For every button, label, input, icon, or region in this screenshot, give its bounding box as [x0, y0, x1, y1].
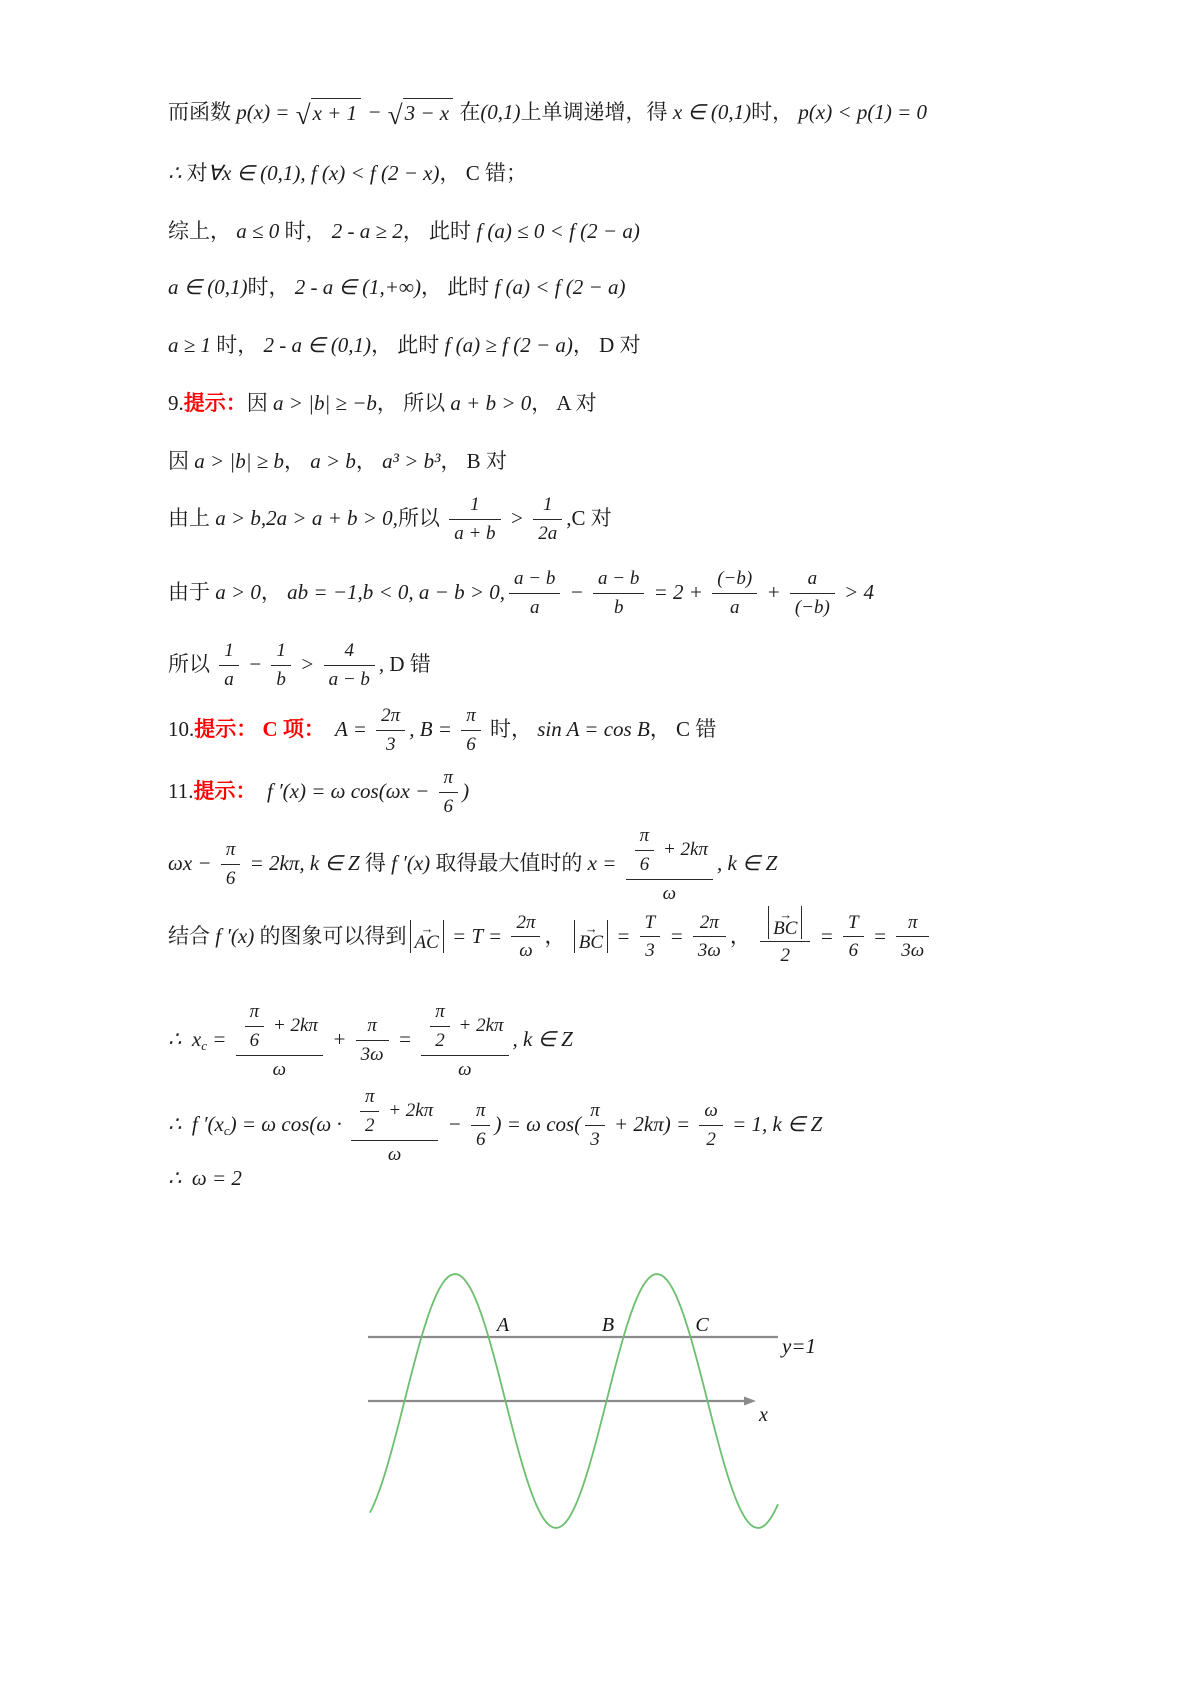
math-run: ∴ f ′(x: [168, 1111, 224, 1136]
fraction-denominator: [271, 666, 291, 692]
fraction: [760, 905, 810, 968]
solution-line-8: [168, 492, 612, 546]
math-run: b: [613, 596, 624, 618]
fraction: [324, 638, 375, 692]
math-run: a > |b| ≥ −b: [273, 391, 377, 415]
fraction: [376, 703, 405, 757]
fraction: [360, 1084, 380, 1138]
text-run: 10.: [168, 717, 195, 742]
fraction-numerator: [430, 999, 450, 1027]
fraction: [843, 910, 864, 964]
math-run: −: [242, 652, 268, 677]
text-run: 结合: [168, 923, 216, 948]
solution-line-4: [168, 274, 625, 301]
radical-sign: √: [295, 100, 311, 131]
fraction-denominator: [236, 1056, 323, 1082]
fraction: [699, 1098, 722, 1152]
fraction-denominator: [471, 1126, 491, 1152]
fraction-denominator: [511, 937, 540, 963]
text-run: 11.: [168, 779, 194, 804]
math-run: ): [462, 779, 470, 804]
math-run: ) = ω cos(: [494, 1111, 582, 1136]
solution-line-16: [168, 1083, 822, 1166]
fraction-numerator: [376, 703, 405, 731]
fraction-numerator: [509, 566, 560, 594]
fraction-numerator: [626, 822, 713, 880]
text-run: 对: [186, 161, 208, 185]
text-run: 时，: [216, 333, 264, 357]
fraction-numerator: [712, 566, 757, 594]
text-run: 9.: [168, 391, 184, 415]
text-run: ，: [355, 449, 383, 473]
fraction-numerator: [533, 492, 562, 520]
math-run: π: [367, 1014, 377, 1036]
hint-label-red: 提示：: [183, 391, 247, 415]
radicand: 3 − x: [403, 98, 454, 127]
math-run: f (a) < f (2 − a): [494, 275, 626, 299]
solution-line-11: [168, 703, 716, 757]
hint-label-red: 提示： C 项：: [194, 717, 325, 742]
fraction-numerator: [245, 999, 265, 1027]
math-run: 2: [780, 945, 790, 966]
math-run: = T =: [446, 923, 508, 948]
fraction: [461, 703, 481, 757]
vector-name: BC: [578, 931, 603, 953]
math-run: =: [206, 1026, 232, 1051]
fraction-denominator: [509, 594, 560, 620]
square-root: [387, 98, 453, 131]
math-run: =: [392, 1026, 418, 1051]
math-run: π: [590, 1099, 600, 1121]
text-run: ，: [260, 580, 288, 605]
math-run: 1: [542, 494, 553, 515]
solution-line-6: [168, 390, 597, 417]
function-graph: [340, 1185, 820, 1565]
math-run: a ∈ (0,1): [168, 275, 248, 299]
fraction-denominator: [360, 1112, 380, 1138]
text-run: 因: [168, 449, 195, 473]
text-run: ， 所以: [376, 391, 451, 415]
fraction-numerator: [439, 765, 459, 793]
vector-arrow-icon: →: [584, 920, 597, 936]
math-run: =: [867, 923, 893, 948]
text-run: 所以: [168, 652, 216, 677]
math-run: ωx −: [168, 850, 217, 875]
text-run: 时，: [751, 100, 799, 124]
math-run: ∴ ω = 2: [168, 1166, 242, 1190]
fraction-denominator: [585, 1126, 605, 1152]
fraction: [351, 1083, 438, 1166]
math-run: 1: [224, 640, 234, 661]
math-run: −: [362, 100, 387, 124]
fraction: [533, 492, 562, 546]
math-run: =: [664, 923, 689, 948]
fraction: [245, 999, 265, 1053]
math-run: 6: [443, 795, 454, 817]
math-run: π: [475, 1099, 486, 1121]
fraction-denominator: [760, 942, 810, 968]
fraction: [421, 998, 508, 1081]
math-run: = 2 +: [648, 580, 709, 605]
math-run: a: [529, 596, 540, 618]
text-run: ， 此时: [371, 333, 445, 357]
fraction-denominator: [449, 520, 500, 546]
text-run: D 错: [389, 652, 431, 677]
math-run: =: [814, 923, 840, 948]
math-run: ∴ x: [168, 1026, 202, 1051]
fraction-numerator: [585, 1098, 605, 1126]
math-run: 2 - a ∈ (1,+∞): [294, 275, 421, 299]
fraction-denominator: [461, 731, 481, 757]
fraction-numerator: [693, 910, 726, 938]
fraction: [712, 566, 757, 620]
math-run: a ≤ 0: [236, 219, 285, 243]
fraction-numerator: [356, 1013, 389, 1041]
fraction-numerator: [593, 566, 644, 594]
fraction: [430, 999, 450, 1053]
fraction: [449, 492, 500, 546]
solution-line-12: [168, 765, 469, 819]
fraction-denominator: [640, 937, 661, 963]
math-run: ω: [519, 940, 533, 962]
fraction-numerator: [421, 998, 508, 1056]
math-run: (−b): [717, 568, 753, 589]
math-run: π: [639, 825, 650, 846]
solution-line-15: [168, 998, 573, 1081]
fraction-numerator: [635, 823, 655, 851]
math-run: >: [504, 506, 530, 531]
math-run: 2: [364, 1114, 375, 1136]
fraction: [509, 566, 560, 620]
fraction-denominator: [593, 594, 644, 620]
text-run: 因: [246, 391, 273, 415]
solution-line-3: [168, 218, 640, 245]
math-run: 6: [466, 733, 476, 755]
vector-magnitude: [574, 920, 608, 953]
math-run: x =: [587, 850, 622, 875]
fraction-numerator: [471, 1098, 491, 1126]
math-run: π: [364, 1086, 375, 1107]
math-run: π: [435, 1001, 445, 1022]
math-run: > 4: [838, 580, 875, 605]
math-run: ω: [458, 1058, 472, 1080]
text-run: 的图象可以得到: [259, 923, 407, 948]
math-run: >: [294, 652, 320, 677]
math-run: f ′(x): [391, 850, 436, 875]
fraction-numerator: [219, 638, 239, 666]
fraction-numerator: [699, 1098, 722, 1126]
fraction-numerator: [461, 703, 481, 731]
fraction-denominator: [421, 1056, 508, 1082]
math-run: 3ω: [697, 940, 721, 962]
math-run: ,: [378, 652, 390, 677]
math-run: ) = ω cos(ω ·: [229, 1111, 347, 1136]
math-run: , k ∈ Z: [512, 1026, 573, 1051]
math-run: , k ∈ Z: [716, 850, 778, 875]
fraction-numerator: [511, 910, 540, 938]
solution-line-2: [168, 160, 527, 187]
vector-arrow-icon: →: [420, 920, 433, 936]
math-run: π: [225, 838, 236, 860]
math-run: a > 0: [215, 580, 261, 605]
fraction-denominator: [324, 666, 375, 692]
text-run: 时，: [284, 219, 332, 243]
math-run: 2π: [699, 911, 719, 933]
text-run: ， B 对: [440, 449, 507, 473]
fraction-denominator: [843, 937, 864, 963]
math-run: 6: [639, 853, 650, 875]
text-run: 取得最大值时的: [435, 850, 588, 875]
fraction-denominator: [699, 1126, 722, 1152]
math-run: 3ω: [360, 1043, 384, 1065]
math-run: −: [442, 1111, 467, 1136]
fraction: [219, 638, 239, 692]
fraction-denominator: [626, 880, 713, 906]
math-run: T: [848, 911, 859, 933]
math-run: a > b: [310, 449, 356, 473]
text-run: ， C 错；: [439, 161, 527, 185]
math-run: 3: [385, 733, 396, 755]
fraction: [356, 1013, 389, 1067]
math-run: + 2kπ: [268, 1014, 318, 1036]
math-run: p(x) =: [236, 100, 295, 124]
point-c-label: C: [695, 1314, 709, 1336]
fraction-denominator: [245, 1027, 265, 1053]
math-run: a: [729, 596, 740, 618]
fraction: [635, 823, 655, 877]
text-run: ， C 错: [649, 717, 717, 742]
fraction: [693, 910, 726, 964]
math-run: 2π: [516, 911, 536, 933]
math-run: + 2kπ) =: [608, 1111, 696, 1136]
math-run: 3: [645, 940, 655, 962]
fraction: [896, 910, 929, 964]
fraction: [626, 822, 713, 905]
math-run: a ≥ 1: [168, 333, 217, 357]
fraction-denominator: [356, 1041, 389, 1067]
fraction-numerator: [896, 910, 929, 938]
math-run: + 2kπ: [453, 1014, 504, 1036]
text-run: 时，: [247, 275, 295, 299]
math-run: a − b: [598, 568, 640, 589]
fraction: [439, 765, 459, 819]
solution-line-7: [168, 448, 507, 475]
math-run: 2π: [381, 705, 401, 726]
text-run: 时，: [484, 717, 538, 742]
math-run: f ′(x): [215, 923, 260, 948]
fraction: [236, 998, 323, 1081]
math-run: = 2kπ, k ∈ Z: [244, 850, 365, 875]
math-run: f ′(x) = ω cos(ωx −: [256, 779, 435, 804]
fraction: [790, 566, 835, 620]
math-run: A =: [324, 717, 373, 742]
fraction: [585, 1098, 605, 1152]
solution-line-14: [168, 905, 933, 968]
math-run: 6: [848, 940, 859, 962]
fraction-denominator: [221, 865, 241, 891]
math-run: ∴: [168, 161, 187, 185]
solution-line-10: [168, 638, 431, 692]
math-run: +: [326, 1026, 352, 1051]
math-run: b: [276, 668, 286, 690]
math-run: 2: [706, 1128, 716, 1150]
math-run: ω: [387, 1143, 402, 1165]
math-run: 2 - a ≥ 2: [331, 219, 403, 243]
math-run: 4: [344, 640, 354, 661]
fraction-numerator: [324, 638, 375, 666]
math-run: ∀x ∈ (0,1), f (x) < f (2 − x): [207, 161, 440, 185]
hint-label-red: 提示：: [193, 779, 257, 804]
solution-line-5: [168, 332, 641, 359]
point-b-label: B: [601, 1314, 615, 1336]
math-run: , B =: [409, 717, 458, 742]
math-run: a: [224, 668, 234, 690]
text-run: 而函数: [168, 100, 237, 124]
math-run: ω: [272, 1058, 286, 1080]
math-run: ω: [662, 882, 677, 904]
text-run: 由于: [168, 580, 216, 605]
math-run: π: [249, 1001, 260, 1022]
fraction: [511, 910, 540, 964]
fraction: [640, 910, 661, 964]
fraction-numerator: [351, 1083, 438, 1141]
math-run: 2 - a ∈ (0,1): [263, 333, 372, 357]
x-axis-label: x: [759, 1404, 768, 1426]
fraction: [593, 566, 644, 620]
math-run: (−b): [794, 596, 830, 618]
y-equals-1-label: y=1: [782, 1334, 816, 1358]
text-run: ，: [544, 923, 571, 948]
text-run: ，: [284, 449, 311, 473]
text-run: ， A 对: [531, 391, 597, 415]
fraction-numerator: [221, 837, 241, 865]
math-run: 6: [249, 1029, 260, 1051]
math-run: =: [611, 923, 636, 948]
fraction: [471, 1098, 491, 1152]
fraction-denominator: [896, 937, 929, 963]
fraction-numerator: [843, 910, 864, 938]
graph-canvas: [340, 1185, 820, 1565]
fraction-numerator: [760, 905, 810, 942]
fraction-denominator: [219, 666, 239, 692]
math-run: 3ω: [901, 940, 925, 962]
math-run: T: [644, 911, 656, 933]
math-run: a: [807, 568, 818, 589]
x-axis-arrowhead: [744, 1397, 756, 1406]
math-run: 6: [475, 1128, 486, 1150]
radicand: x + 1: [311, 98, 362, 127]
math-run: = 1, k ∈ Z: [726, 1111, 823, 1136]
math-run: x ∈ (0,1): [672, 100, 752, 124]
subscript: c: [223, 1123, 230, 1139]
fraction-denominator: [439, 793, 459, 819]
math-run: a > b,2a > a + b > 0,: [215, 506, 398, 531]
math-run: 1: [470, 494, 480, 515]
fraction-numerator: [640, 910, 661, 938]
math-run: sin A = cos B: [537, 717, 650, 742]
math-run: 3: [590, 1128, 600, 1150]
fraction-numerator: [790, 566, 835, 594]
solution-line-17: [168, 1165, 242, 1192]
math-run: a − b: [514, 568, 556, 589]
fraction-denominator: [693, 937, 726, 963]
point-a-label: A: [496, 1314, 510, 1336]
math-run: 2: [435, 1029, 445, 1051]
math-run: ab = −1,b < 0, a − b > 0,: [287, 580, 506, 605]
math-run: + 2kπ: [658, 838, 708, 860]
text-run: ，: [729, 923, 757, 948]
text-run: ， 此时: [402, 219, 477, 243]
subscript: c: [201, 1038, 207, 1054]
math-run: ω: [704, 1099, 718, 1121]
square-root: [295, 98, 361, 131]
fraction-denominator: [712, 594, 757, 620]
math-run: 2a: [538, 522, 558, 544]
fraction: [221, 837, 241, 891]
text-run: 由上: [168, 506, 216, 531]
fraction-numerator: [236, 998, 323, 1056]
math-run: 6: [225, 867, 236, 889]
math-run: a³ > b³: [382, 449, 441, 473]
text-run: ,C 对: [566, 506, 612, 531]
text-run: 上单调递增，得: [520, 100, 673, 124]
text-run: 在: [454, 100, 481, 124]
fraction-numerator: [360, 1084, 380, 1112]
fraction: [271, 638, 291, 692]
math-run: −: [564, 580, 590, 605]
math-run: π: [466, 705, 476, 726]
fraction-denominator: [790, 594, 835, 620]
math-run: a > |b| ≥ b: [194, 449, 284, 473]
math-run: (0,1): [480, 100, 521, 124]
radical-sign: √: [387, 100, 403, 131]
solution-line-1: [168, 98, 928, 131]
math-run: a + b > 0: [450, 391, 532, 415]
math-run: p(x) < p(1) = 0: [798, 100, 928, 124]
math-run: a − b: [328, 668, 370, 690]
math-run: f (a) ≤ 0 < f (2 − a): [476, 219, 640, 243]
solution-line-13: [168, 822, 777, 905]
fraction-denominator: [533, 520, 562, 546]
math-run: +: [761, 580, 786, 605]
math-run: π: [443, 767, 454, 788]
text-run: ， D 对: [572, 333, 641, 357]
vector-name: BC: [773, 918, 798, 939]
fraction-numerator: [449, 492, 500, 520]
math-run: π: [907, 911, 918, 933]
vector-name: AC: [414, 931, 439, 953]
fraction-numerator: [271, 638, 291, 666]
vector-arrow-icon: →: [779, 907, 792, 922]
text-run: 所以: [397, 506, 446, 531]
vector-magnitude: [410, 920, 444, 953]
fraction-denominator: [430, 1027, 450, 1053]
solution-line-9: [168, 566, 874, 620]
math-run: a + b: [454, 522, 496, 544]
math-run: f (a) ≥ f (2 − a): [444, 333, 573, 357]
vector-magnitude: [768, 906, 802, 939]
text-run: 综上，: [168, 219, 237, 243]
text-run: ， 此时: [420, 275, 495, 299]
fraction-denominator: [376, 731, 405, 757]
fraction-denominator: [351, 1141, 438, 1167]
text-run: 得: [364, 850, 392, 875]
fraction-denominator: [635, 851, 655, 877]
math-run: + 2kπ: [383, 1099, 434, 1121]
math-run: 1: [276, 640, 286, 661]
